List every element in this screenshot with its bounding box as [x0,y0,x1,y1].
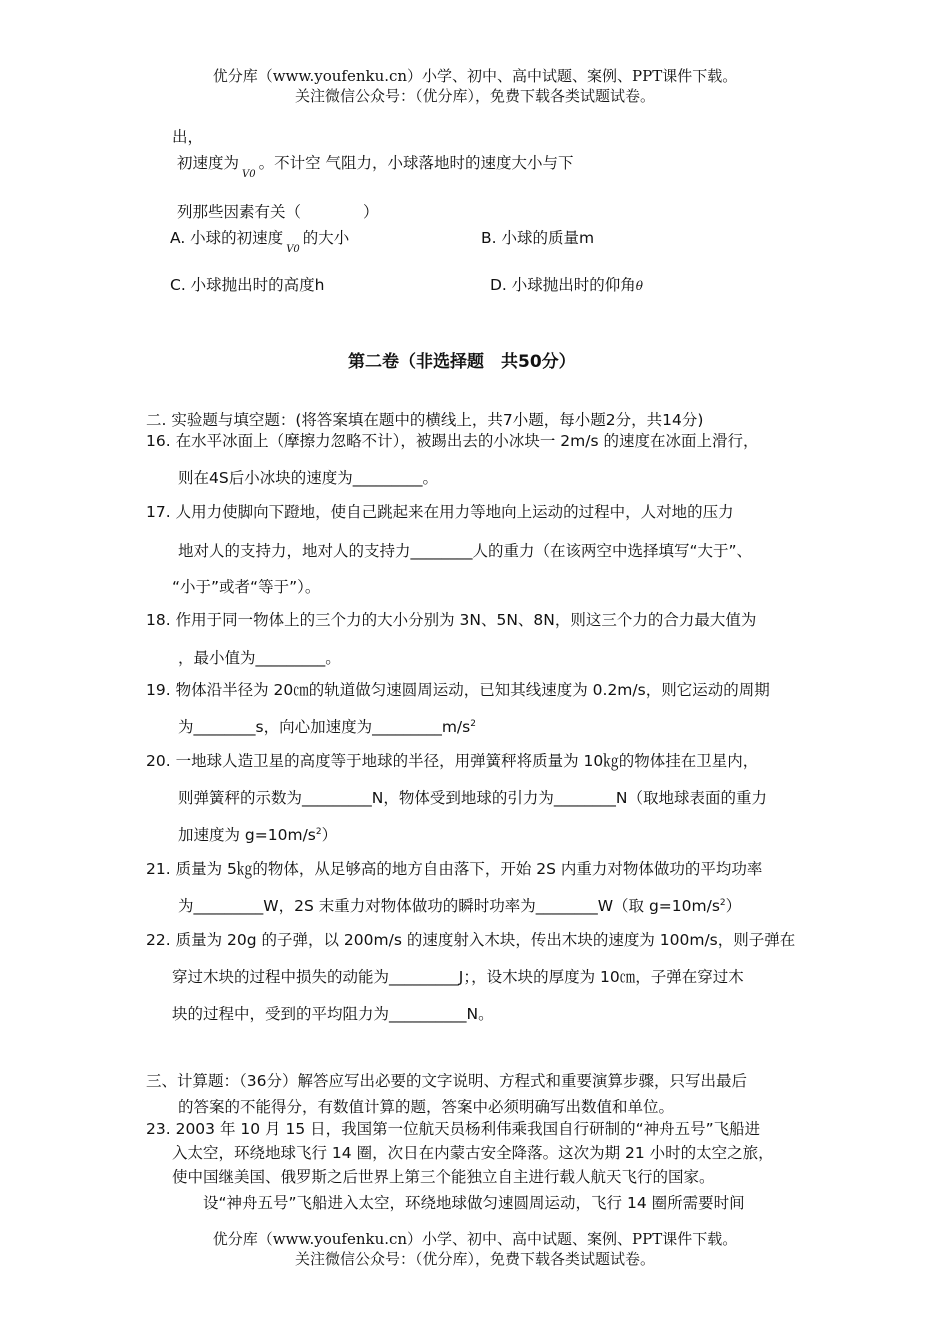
header-watermark-line1: 优分库（www.youfenku.cn）小学、初中、高中试题、案例、PPT课件下载。 [212,67,738,85]
q16-line2: 则在4S后小冰块的速度为_________。 [178,469,438,487]
q15-line1: 出， [172,128,204,146]
q23-line3: 使中国继美国、俄罗斯之后世界上第三个能独立自主进行载人航天飞行的国家。 [172,1168,715,1186]
v0-symbol: V0 [242,169,256,180]
q20-line3-text: 加速度为 g=10m/s [178,826,316,844]
q23-line4: 设“神舟五号”飞船进入太空，环绕地球做匀速圆周运动，飞行 14 圈所需要时间 [203,1194,745,1212]
q15-option-c: C. 小球抛出时的高度h [170,276,325,294]
header-watermark-line2: 关注微信公众号：（优分库），免费下载各类试题试卷。 [294,87,655,105]
q15-option-a-text: A. 小球的初速度 [170,229,284,247]
q21-line2 [178,896,741,916]
q20-line3 [178,825,337,845]
q20-line1: 20. 一地球人造卫星的高度等于地球的半径，用弹簧秤将质量为 10㎏的物体挂在卫星内， [146,752,759,770]
q16-line1: 16. 在水平冰面上（摩擦力忽略不计），被踢出去的小冰块一 2m/s 的速度在冰面上滑行， [146,432,759,450]
q18-line2: ，最小值为_________。 [178,649,341,667]
q15-option-b: B. 小球的质量m [481,229,595,247]
q22-line2: 穿过木块的过程中损失的动能为_________J；，设木块的厚度为 10㎝，子弹在穿过木 [172,968,744,986]
q20-line2: 则弹簧秤的示数为_________N，物体受到地球的引力为________N（取地球表面的重力 [178,789,767,807]
q15-line2 [177,153,574,180]
section2-heading: 二. 实验题与填空题：(将答案填在题中的横线上，共7小题，每小题2分，共14分) [146,411,704,429]
q18-line1: 18. 作用于同一物体上的三个力的大小分别为 3N、5N、8N，则这三个力的合力最大值为 [146,611,757,629]
q15-line2-a: 初速度为 [177,154,240,172]
q20-exponent: 2 [315,826,322,837]
q19-line2 [178,717,476,737]
q19-exponent: 2 [470,718,476,729]
q22-line1: 22. 质量为 20g 的子弹，以 200m/s 的速度射入木块，传出木块的速度为 100m/s，则子弹在 [146,931,796,949]
q15-line2-b: 。不计空 气阻力，小球落地时的速度大小与下 [258,154,574,172]
q21-line1: 21. 质量为 5㎏的物体，从足够高的地方自由落下，开始 2S 内重力对物体做功的平均功率 [146,860,763,878]
q17-line1: 17. 人用力使脚向下蹬地，使自己跳起来在用力等地向上运动的过程中，人对地的压力 [146,503,734,521]
theta-symbol: θ [635,279,644,293]
q15-option-a-end: 的大小 [302,229,350,247]
q21-line2-text: 为_________W，2S 末重力对物体做功的瞬时功率为________W（取 g=10m/s [178,897,720,915]
footer-watermark-line2: 关注微信公众号：（优分库），免费下载各类试题试卷。 [294,1250,655,1268]
part2-title: 第二卷（非选择题 共50分） [348,352,576,372]
section3-line1: 三、计算题：（36分）解答应写出必要的文字说明、方程式和重要演算步骤，只写出最后 [146,1072,747,1090]
q23-line1: 23. 2003 年 10 月 15 日，我国第一位航天员杨利伟乘我国自行研制的“神舟五号”飞船进 [146,1120,761,1138]
q21-line2-end: ） [725,897,742,915]
q23-line2: 入太空，环绕地球飞行 14 圈，次日在内蒙古安全降落。这次为期 21 小时的太空之旅， [172,1144,774,1162]
footer-watermark-line1: 优分库（www.youfenku.cn）小学、初中、高中试题、案例、PPT课件下载。 [212,1230,738,1248]
v0-symbol-option: V0 [286,244,300,255]
q22-line3: 块的过程中，受到的平均阻力为__________N。 [172,1005,494,1023]
section3-line2: 的答案的不能得分，有数值计算的题，答案中必须明确写出数值和单位。 [178,1098,675,1116]
q19-line2-text: 为________s，向心加速度为_________m/s [178,718,471,736]
q15-option-a [170,228,350,255]
q17-line3: “小于”或者“等于”）。 [172,578,321,596]
q15-line3: 列那些因素有关（ ） [177,203,379,221]
q19-line1: 19. 物体沿半径为 20㎝的轨道做匀速圆周运动，已知其线速度为 0.2m/s，则它运动的周期 [146,681,770,699]
q15-option-d [490,275,643,296]
q17-line2: 地对人的支持力，地对人的支持力________人的重力（在该两空中选择填写“大于”、 [178,542,753,560]
q15-option-d-text: D. 小球抛出时的仰角 [490,276,636,294]
q20-line3-end: ） [321,826,338,844]
q21-exponent: 2 [719,897,726,908]
